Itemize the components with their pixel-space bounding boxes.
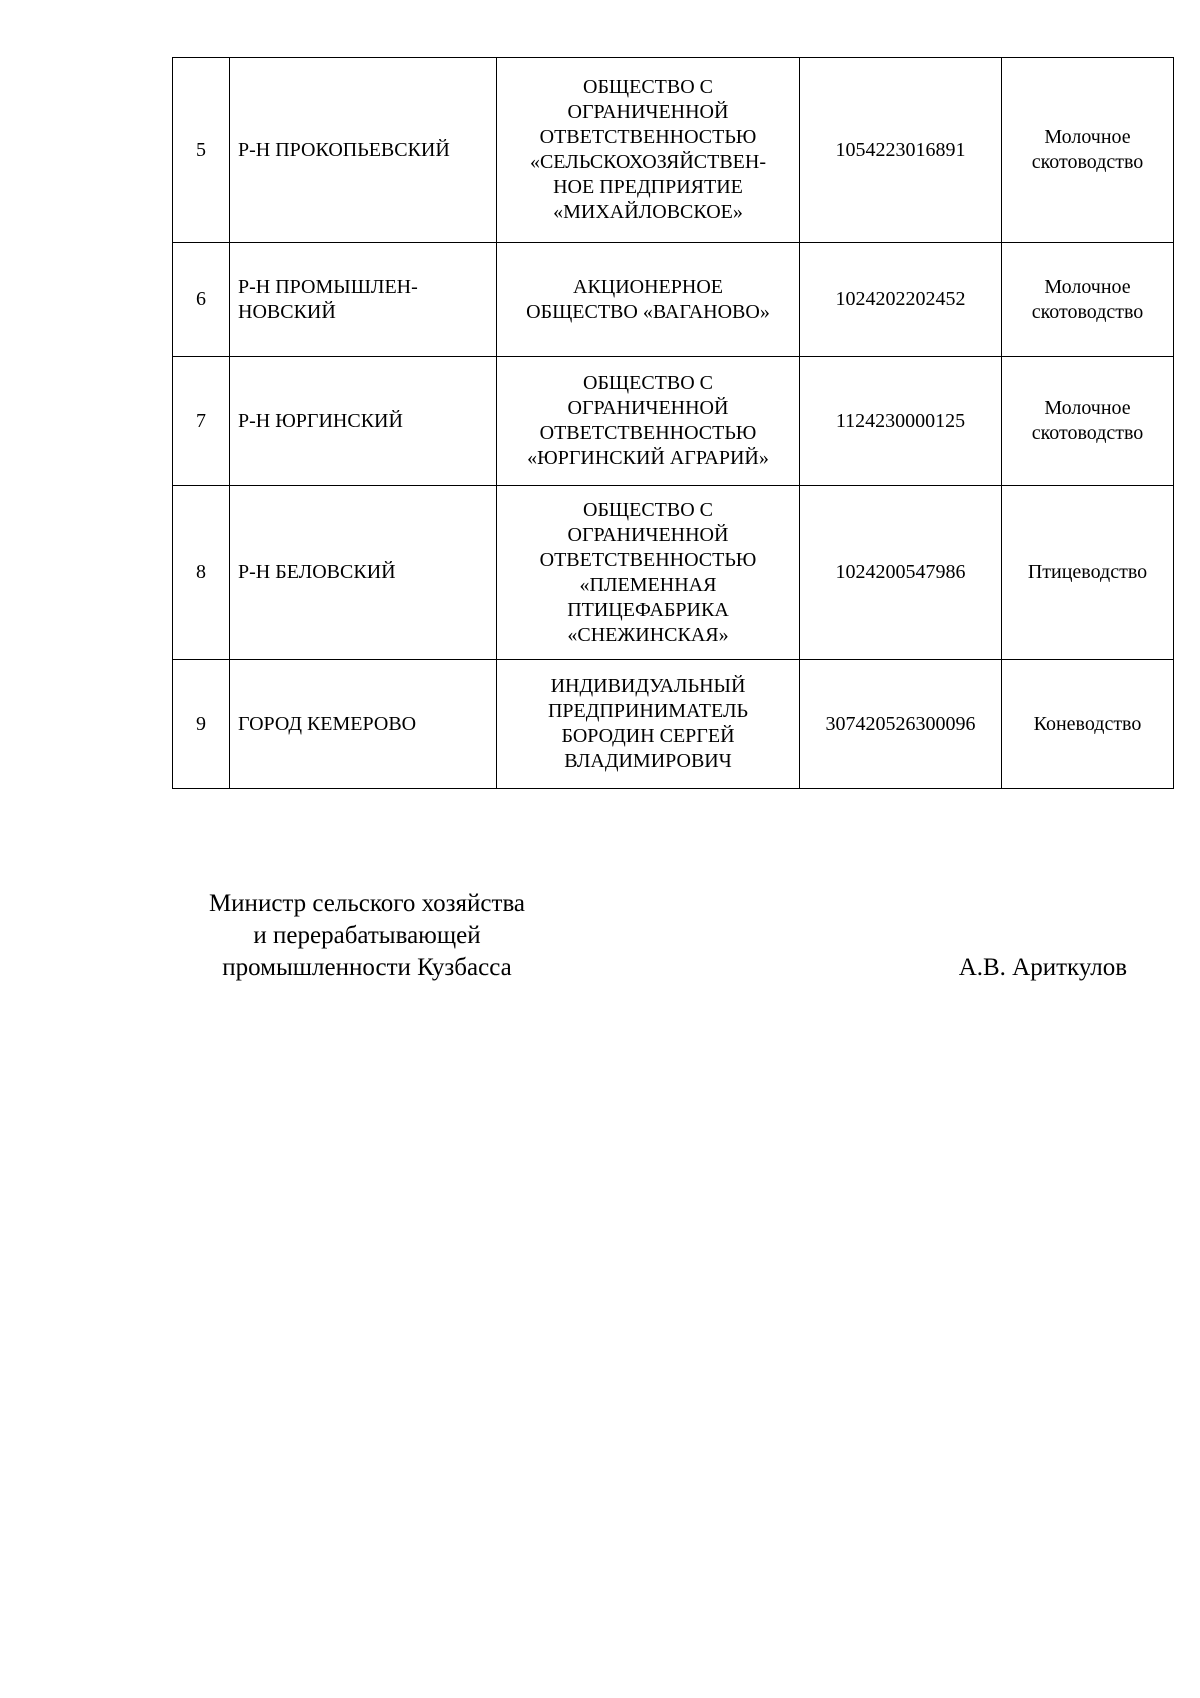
ogrn-cell: 1024200547986 xyxy=(800,486,1002,660)
row-number: 8 xyxy=(173,486,230,660)
activity-cell: Молочное скотоводство xyxy=(1002,243,1174,357)
ogrn-cell: 1124230000125 xyxy=(800,357,1002,486)
table-row xyxy=(173,660,1174,789)
enterprise-table xyxy=(172,57,1174,789)
table-row xyxy=(173,357,1174,486)
ogrn-cell: 1024202202452 xyxy=(800,243,1002,357)
activity-cell: Птицеводство xyxy=(1002,486,1174,660)
activity-cell: Коневодство xyxy=(1002,660,1174,789)
table-row xyxy=(173,243,1174,357)
signatory-name: А.В. Ариткулов xyxy=(958,954,1127,981)
organization-cell: ОБЩЕСТВО С ОГРАНИЧЕННОЙ ОТВЕТСТВЕННОСТЬЮ «СЕЛЬСКОХОЗЯЙСТВЕН- НОЕ ПРЕДПРИЯТИЕ «МИХАЙЛОВСКОЕ» xyxy=(497,58,800,243)
row-number: 7 xyxy=(173,357,230,486)
region-cell: ГОРОД КЕМЕРОВО xyxy=(230,660,497,789)
region-cell: Р-Н ПРОМЫШЛЕН- НОВСКИЙ xyxy=(230,243,497,357)
activity-cell: Молочное скотоводство xyxy=(1002,357,1174,486)
ogrn-cell: 307420526300096 xyxy=(800,660,1002,789)
row-number: 5 xyxy=(173,58,230,243)
ogrn-cell: 1054223016891 xyxy=(800,58,1002,243)
region-cell: Р-Н БЕЛОВСКИЙ xyxy=(230,486,497,660)
activity-cell: Молочное скотоводство xyxy=(1002,58,1174,243)
table-row xyxy=(173,486,1174,660)
row-number: 6 xyxy=(173,243,230,357)
table-row xyxy=(173,58,1174,243)
organization-cell: ИНДИВИДУАЛЬНЫЙ ПРЕДПРИНИМАТЕЛЬ БОРОДИН СЕРГЕЙ ВЛАДИМИРОВИЧ xyxy=(497,660,800,789)
organization-cell: ОБЩЕСТВО С ОГРАНИЧЕННОЙ ОТВЕТСТВЕННОСТЬЮ «ПЛЕМЕННАЯ ПТИЦЕФАБРИКА «СНЕЖИНСКАЯ» xyxy=(497,486,800,660)
signatory-position: Министр сельского хозяйства и перерабатывающей промышленности Кузбасса xyxy=(208,890,526,981)
organization-cell: АКЦИОНЕРНОЕ ОБЩЕСТВО «ВАГАНОВО» xyxy=(497,243,800,357)
region-cell: Р-Н ПРОКОПЬЕВСКИЙ xyxy=(230,58,497,243)
row-number: 9 xyxy=(173,660,230,789)
signature-block xyxy=(172,888,1173,998)
region-cell: Р-Н ЮРГИНСКИЙ xyxy=(230,357,497,486)
organization-cell: ОБЩЕСТВО С ОГРАНИЧЕННОЙ ОТВЕТСТВЕННОСТЬЮ «ЮРГИНСКИЙ АГРАРИЙ» xyxy=(497,357,800,486)
